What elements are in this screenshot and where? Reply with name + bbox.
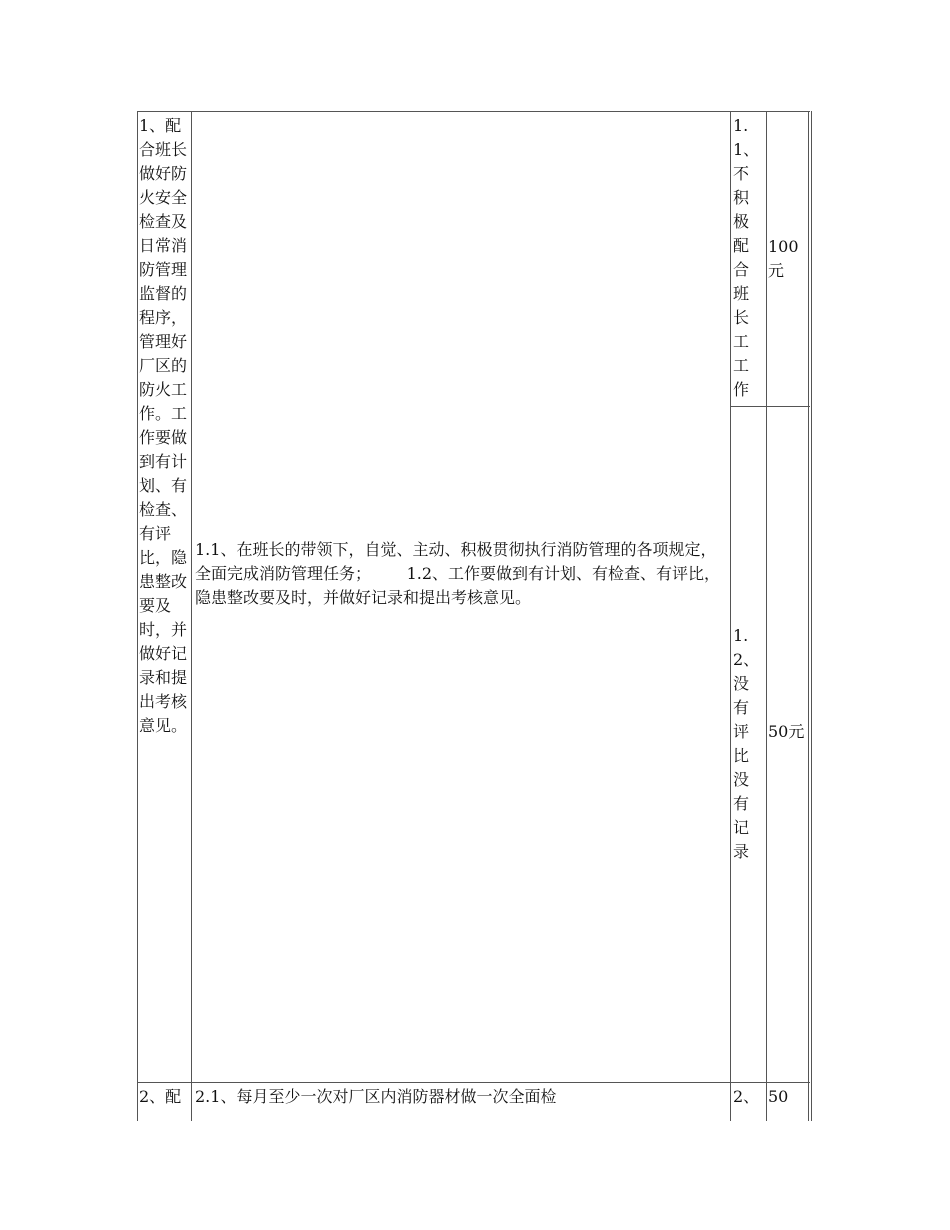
row-2-requirement: 2、配 — [139, 1087, 182, 1106]
row-2-item-1-criterion: 2、 — [733, 1087, 760, 1106]
table-border-right-outer — [811, 111, 812, 1121]
row-1-item-2-criterion: 1.2、没有评比没有记录 — [733, 626, 760, 861]
table-border-left — [137, 111, 138, 1121]
col-divider-2 — [730, 111, 731, 1121]
row-divider — [137, 1082, 810, 1083]
table-border-right — [808, 111, 809, 1121]
row-1-requirement: 1、配合班长做好防火安全检查及日常消防管理监督的程序，管理好厂区的防火工作。工作要做到有计划、有检查、有评比，隐患整改要及时，并做好记录和提出考核意见。 — [139, 116, 188, 735]
row-2-content: 2.1、每月至少一次对厂区内消防器材做一次全面检 — [195, 1087, 557, 1106]
table-border-top — [137, 111, 810, 112]
row-2-item-1-penalty: 50 — [768, 1087, 789, 1106]
row-1-subdivider — [730, 406, 810, 407]
col-divider-3 — [766, 111, 767, 1121]
row-1-item-2-penalty: 50元 — [768, 722, 805, 741]
row-1-item-1-criterion: 1.1、不积极配合班长工工作 — [733, 116, 760, 399]
row-1-item-1-penalty: 100元 — [768, 237, 799, 280]
row-1-content: 1.1、在班长的带领下，自觉、主动、积极贯彻执行消防管理的各项规定，全面完成消防管理任务； 1.2、工作要做到有计划、有检查、有评比，隐患整改要及时，并做好记录和提出考核意见。 — [195, 540, 721, 607]
col-divider-1 — [191, 111, 192, 1121]
